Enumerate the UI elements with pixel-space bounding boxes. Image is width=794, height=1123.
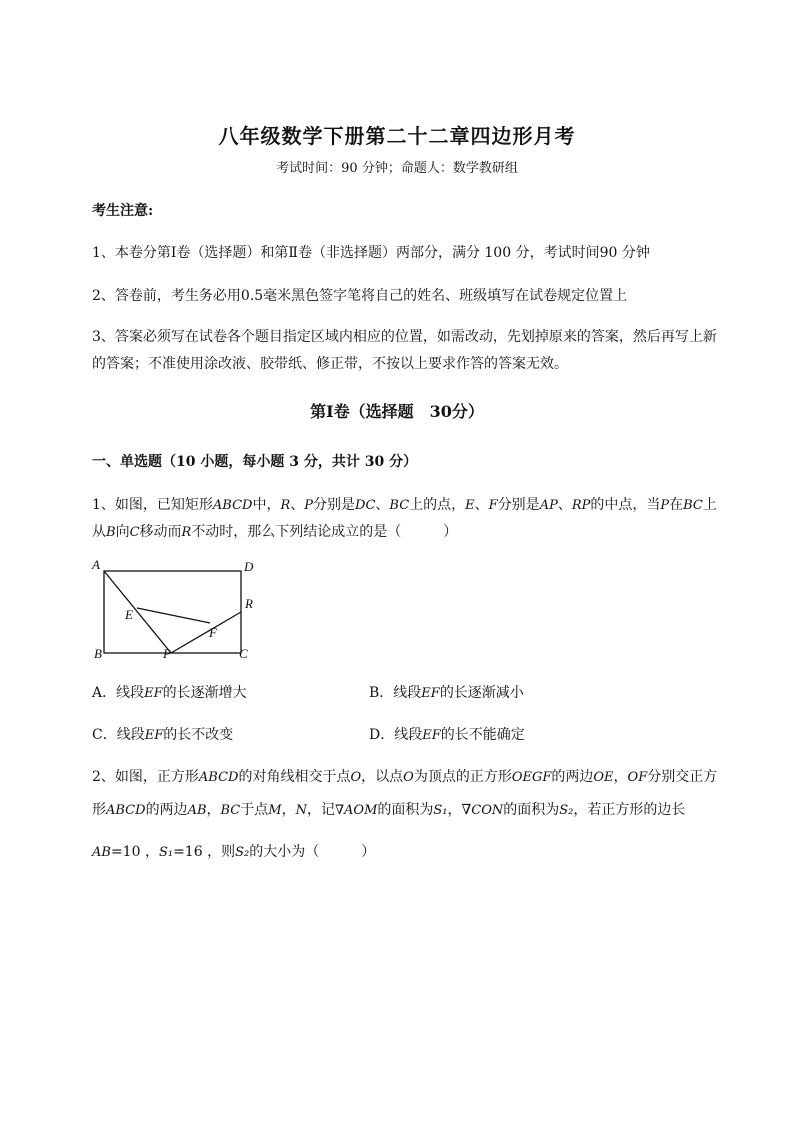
- q-math: O: [350, 770, 362, 785]
- q-math: S₂: [235, 845, 250, 860]
- q-text: 的对角线相交于点: [238, 769, 351, 785]
- q-text: =16 ，则: [173, 844, 236, 860]
- q-text: 为顶点的正方形: [413, 769, 512, 785]
- q-text: 2、如图，正方形: [92, 769, 199, 785]
- q-text: 分别是: [497, 497, 540, 513]
- notes-heading: 考生注意:: [92, 203, 154, 219]
- option-a[interactable]: [92, 682, 247, 702]
- segment-ap: [104, 571, 171, 653]
- q-math: S₁: [433, 803, 448, 818]
- q-text: 、: [474, 497, 489, 513]
- q-text: 、: [290, 497, 305, 513]
- q-text: ，以点: [361, 769, 404, 785]
- question-1-line-2: [92, 521, 457, 541]
- q-text: 的中点，当: [590, 497, 661, 513]
- label-b: B: [94, 646, 102, 661]
- question-1-line-1: [92, 494, 717, 514]
- q-text: 、: [375, 497, 390, 513]
- q-text: 分别交正方: [647, 769, 718, 785]
- q-text: =10 ，: [110, 844, 159, 860]
- option-text: C．线段: [92, 727, 145, 743]
- q-math: BC: [220, 803, 241, 818]
- q-text: 向: [115, 524, 130, 540]
- q-math: AB: [187, 803, 207, 818]
- option-math: EF: [144, 728, 164, 743]
- q-text: 于点: [240, 802, 269, 818]
- label-f: F: [209, 625, 217, 640]
- q-math: R: [181, 525, 192, 540]
- q-text: 分别是: [313, 497, 356, 513]
- label-d: D: [244, 559, 254, 574]
- q-text: 的大小为（ ）: [249, 844, 376, 860]
- q-text: 的两边: [145, 802, 188, 818]
- option-math: EF: [421, 686, 440, 701]
- note-item: 1、本卷分第Ⅰ卷（选择题）和第Ⅱ卷（非选择题）两部分，满分 100 分，考试时间90 分钟: [92, 245, 650, 261]
- q-text: ，: [281, 802, 296, 818]
- q-text: ，记: [306, 802, 335, 818]
- option-text: B．线段: [369, 685, 422, 701]
- question-2-line-3: [92, 841, 375, 861]
- question-2-line-1: [92, 766, 717, 786]
- q-math: O: [403, 770, 414, 785]
- q-math: ABCD: [198, 770, 239, 785]
- q-math: OE: [593, 770, 614, 785]
- q-math: C: [129, 525, 140, 540]
- q-math: BC: [683, 498, 703, 513]
- q-text: ，若正方形的边长: [573, 802, 686, 818]
- q-text: 中，: [252, 497, 281, 513]
- q-text: 1、如图，已知矩形: [92, 497, 213, 513]
- q-text: 的两边: [551, 769, 594, 785]
- q-math: ABCD: [106, 803, 146, 818]
- q-math: RP: [571, 498, 591, 513]
- q-text: ，: [206, 802, 221, 818]
- segment-pr: [171, 612, 241, 653]
- option-d[interactable]: [369, 724, 525, 744]
- option-math: EF: [422, 728, 441, 743]
- q-text: 的面积为: [503, 802, 560, 818]
- q-text: 的面积为: [377, 802, 434, 818]
- q-text: 形: [92, 802, 106, 818]
- option-b[interactable]: [369, 682, 524, 702]
- q-text: 在: [669, 497, 684, 513]
- q-math: R: [280, 498, 291, 513]
- part-heading: 一、单选题（10 小题，每小题 3 分，共计 30 分）: [92, 454, 418, 470]
- q-text: ，∇: [447, 802, 472, 818]
- q-math: BC: [389, 498, 410, 513]
- option-text: 的长不改变: [163, 727, 234, 743]
- q-math: OEGF: [511, 770, 552, 785]
- q-math: AB: [92, 845, 111, 860]
- q-math: B: [106, 525, 116, 540]
- q-text: 不动时，那么下列结论成立的是（ ）: [191, 524, 458, 540]
- note-item: 的答案；不准使用涂改液、胶带纸、修正带，不按以上要求作答的答案无效。: [92, 356, 568, 372]
- q-text: 、: [557, 497, 572, 513]
- q-text: 从: [92, 524, 106, 540]
- question-2-line-2: [92, 799, 685, 819]
- q-math: ABCD: [212, 498, 253, 513]
- label-r: R: [245, 596, 253, 611]
- q-math: S₂: [559, 803, 574, 818]
- q-text: 上的点，: [409, 497, 466, 513]
- note-item: 3、答案必须写在试卷各个题目指定区域内相应的位置，如需改动，先划掉原来的答案，然后再写上新: [92, 329, 717, 345]
- q-text: 移动而: [139, 524, 182, 540]
- option-c[interactable]: [92, 724, 233, 744]
- q-math: E: [465, 498, 475, 513]
- option-text: A．线段: [92, 685, 145, 701]
- q-math: AP: [539, 498, 558, 513]
- label-c: C: [239, 646, 248, 661]
- label-p: P: [163, 646, 171, 661]
- q-math: P: [304, 498, 314, 513]
- exam-subtitle: 考试时间：90 分钟；命题人：数学教研组: [276, 161, 518, 176]
- section-title: 第Ⅰ卷（选择题 30分）: [310, 402, 484, 421]
- q-math: P: [660, 498, 670, 513]
- q-math: CON: [471, 803, 504, 818]
- q-math: N: [295, 803, 307, 818]
- label-e: E: [125, 607, 133, 622]
- note-item: 2、答卷前，考生务必用0.5毫米黑色签字笔将自己的姓名、班级填写在试卷规定位置上: [92, 288, 628, 304]
- option-text: 的长逐渐减小: [439, 685, 524, 701]
- exam-title: 八年级数学下册第二十二章四边形月考: [218, 124, 576, 148]
- q-math: DC: [355, 498, 376, 513]
- q-text: ，: [613, 769, 628, 785]
- label-a: A: [92, 557, 100, 572]
- option-text: D．线段: [369, 727, 423, 743]
- q-text: 上: [702, 497, 717, 513]
- segment-ef: [137, 608, 210, 623]
- option-text: 的长逐渐增大: [162, 685, 247, 701]
- q-math: S₁: [158, 845, 174, 860]
- option-text: 的长不能确定: [440, 727, 525, 743]
- q-math: ∇AOM: [334, 803, 378, 818]
- q-math: OF: [627, 770, 648, 785]
- q-math: F: [488, 498, 498, 513]
- q-math: M: [268, 803, 282, 818]
- option-math: EF: [144, 686, 163, 701]
- rectangle-figure: [88, 556, 268, 666]
